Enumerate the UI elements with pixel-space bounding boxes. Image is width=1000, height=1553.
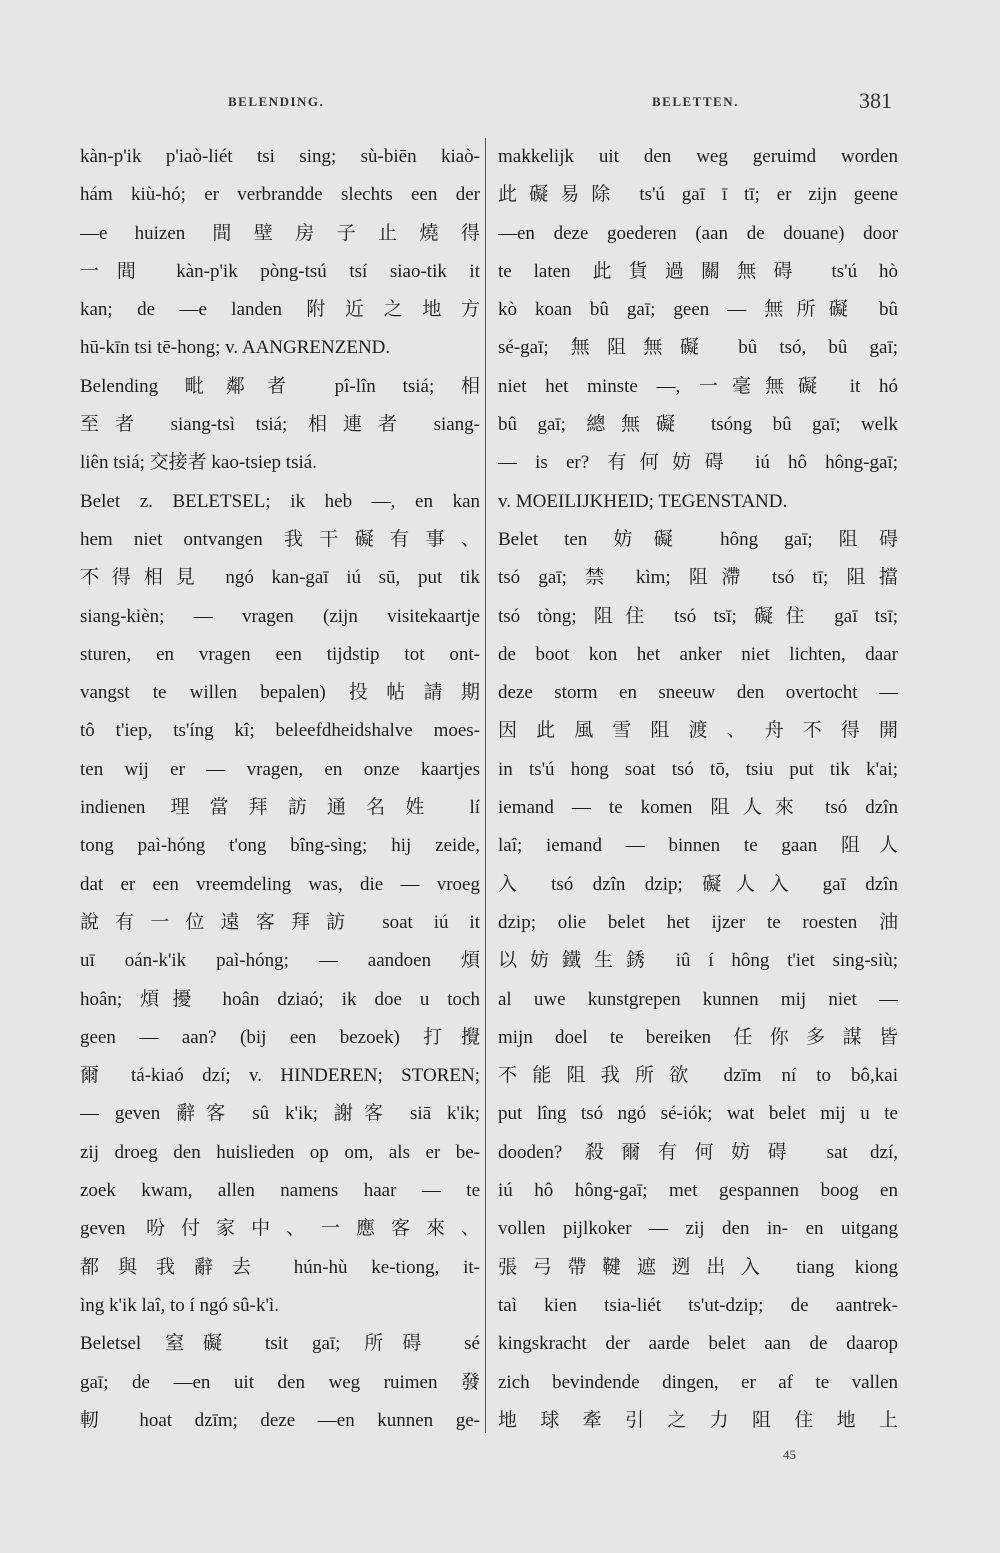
text-line: siang-kièn; — vragen (zijn visitekaartje bbox=[80, 605, 480, 627]
column-divider bbox=[485, 138, 486, 1433]
text-line: liên tsiá; 交接者 kao-tsiep tsiá. bbox=[80, 452, 317, 474]
text-line: gaī; de —en uit den weg ruimen 發 bbox=[80, 1371, 480, 1393]
text-line: 一間 kàn-p'ik pòng-tsú tsí siao-tik it bbox=[80, 260, 480, 282]
text-line: —en deze goederen (aan de douane) door bbox=[498, 222, 898, 244]
text-line: 此礙易除 ts'ú gaī ī tī; er zijn geene bbox=[498, 184, 898, 206]
text-line: kàn-p'ik p'iaò-liét tsi sing; sù-biēn kiaò- bbox=[80, 146, 480, 167]
text-line: uī oán-k'ik paì-hóng; — aandoen 煩 bbox=[80, 950, 480, 972]
text-line: zich bevindende dingen, er af te vallen bbox=[498, 1371, 898, 1393]
text-line: hem niet ontvangen 我干礙有事、 bbox=[80, 528, 480, 550]
right-column bbox=[498, 138, 898, 1440]
left-column bbox=[80, 138, 480, 1440]
text-line: 以妨鐵生銹 iû í hông t'iet sing-siù; bbox=[498, 950, 898, 972]
entry-headword-line: Belending 毗鄰者 pî-lîn tsiá; 相 bbox=[80, 375, 480, 397]
entry-headword-line: Belet ten 妨礙 hông gaī; 阻碍 bbox=[498, 528, 898, 550]
text-line: put lîng tsó ngó sé-iók; wat belet mij u te bbox=[498, 1103, 898, 1125]
text-line: 張弓帶鞬遮迾出入 tiang kiong bbox=[498, 1256, 898, 1278]
text-line: makkelijk uit den weg geruimd worden bbox=[498, 146, 898, 167]
entry-headword-line: Belet z. BELETSEL; ik heb —, en kan bbox=[80, 490, 480, 512]
text-line: 地球牽引之力阻住地上 bbox=[498, 1409, 898, 1431]
text-line: ìng k'ik laî, to í ngó sû-k'ì. bbox=[80, 1294, 279, 1316]
text-line: 都與我辭去 hún-hù ke-tiong, it- bbox=[80, 1256, 480, 1278]
text-line: tsó gaī; 禁 kìm; 阻滯 tsó tī; 阻擋 bbox=[498, 567, 898, 589]
signature-mark: 45 bbox=[783, 1447, 796, 1462]
text-line: hoân; 煩擾 hoân dziaó; ik doe u toch bbox=[80, 988, 480, 1010]
left-running-head: BELENDING. bbox=[228, 94, 325, 109]
text-line: tô t'iep, ts'íng kî; beleefdheidshalve moes- bbox=[80, 720, 480, 742]
text-line: 至者 siang-tsì tsiá; 相連者 siang- bbox=[80, 414, 480, 436]
text-line: tong paì-hóng t'ong bîng-sìng; hij zeide, bbox=[80, 835, 480, 857]
text-line: laî; iemand — binnen te gaan 阻人 bbox=[498, 835, 898, 857]
text-line: mijn doel te bereiken 任你多謀皆 bbox=[498, 1026, 898, 1048]
text-line: taì kien tsia-liét ts'ut-dzip; de aantrek- bbox=[498, 1294, 898, 1316]
text-line: — geven 辭客 sû k'ik; 謝客 siā k'ik; bbox=[80, 1103, 480, 1125]
text-line: v. MOEILIJKHEID; TEGENSTAND. bbox=[498, 490, 788, 512]
text-line: niet het minste —, 一毫無礙 it hó bbox=[498, 375, 898, 397]
text-line: deze storm en sneeuw den overtocht — bbox=[498, 682, 898, 704]
text-line: hū-kīn tsi tē-hong; v. AANGRENZEND. bbox=[80, 337, 391, 359]
text-line: 說有一位遠客拜訪 soat iú it bbox=[80, 911, 480, 933]
text-line: kan; de —e landen 附近之地方 bbox=[80, 299, 480, 321]
text-line: geven 吩付家中、一應客來、 bbox=[80, 1218, 480, 1240]
text-line: iú hô hông-gaī; met gespannen boog en bbox=[498, 1180, 898, 1202]
text-line: 軔 hoat dzīm; deze —en kunnen ge- bbox=[80, 1409, 480, 1431]
text-line: te laten 此貨過關無碍 ts'ú hò bbox=[498, 260, 898, 282]
text-line: zoek kwam, allen namens haar — te bbox=[80, 1180, 480, 1202]
entry-headword-line: Beletsel 窒礙 tsit gaī; 所碍 sé bbox=[80, 1333, 480, 1355]
text-line: bû gaī; 總無礙 tsóng bû gaī; welk bbox=[498, 414, 898, 436]
text-line: vollen pijlkoker — zij den in- en uitgang bbox=[498, 1218, 898, 1240]
text-line: vangst te willen bepalen) 投帖請期 bbox=[80, 682, 480, 704]
text-line: — is er? 有何妨碍 iú hô hông-gaī; bbox=[498, 452, 898, 474]
text-line: dat er een vreemdeling was, die — vroeg bbox=[80, 873, 480, 895]
text-line: 不得相見 ngó kan-gaī iú sū, put tik bbox=[80, 567, 480, 589]
text-line: 因此風雪阻渡、舟不得開 bbox=[498, 720, 898, 742]
text-line: dzip; olie belet het ijzer te roesten 油 bbox=[498, 911, 898, 933]
text-line: 爾 tá-kiaó dzí; v. HINDEREN; STOREN; bbox=[80, 1065, 480, 1087]
text-line: kingskracht der aarde belet aan de daarop bbox=[498, 1333, 898, 1355]
text-line: iemand — te komen 阻人來 tsó dzîn bbox=[498, 797, 898, 819]
text-line: zij droeg den huislieden op om, als er be- bbox=[80, 1141, 480, 1163]
text-line: —e huizen 間壁房子止燒得 bbox=[80, 222, 480, 244]
right-running-head: BELETTEN. bbox=[652, 94, 739, 109]
text-line: hám kiù-hó; er verbrandde slechts een der bbox=[80, 184, 480, 206]
page-number: 381 bbox=[859, 88, 892, 113]
text-line: in ts'ú hong soat tsó tō, tsiu put tik k'ai; bbox=[498, 758, 898, 780]
text-line: dooden? 殺爾有何妨碍 sat dzí, bbox=[498, 1141, 898, 1163]
text-line: kò koan bû gaī; geen — 無所礙 bû bbox=[498, 299, 898, 321]
text-line: indienen 理當拜訪通名姓 lí bbox=[80, 797, 480, 819]
text-line: ten wij er — vragen, en onze kaartjes bbox=[80, 758, 480, 780]
text-line: sé-gaī; 無阻無礙 bû tsó, bû gaī; bbox=[498, 337, 898, 359]
text-line: 不能阻我所欲 dzīm ní to bô,kai bbox=[498, 1065, 898, 1087]
text-line: de boot kon het anker niet lichten, daar bbox=[498, 643, 898, 665]
text-line: tsó tòng; 阻住 tsó tsī; 礙住 gaī tsī; bbox=[498, 605, 898, 627]
text-line: geen — aan? (bij een bezoek) 打攪 bbox=[80, 1026, 480, 1048]
text-line: al uwe kunstgrepen kunnen mij niet — bbox=[498, 988, 898, 1010]
text-line: 入 tsó dzîn dzip; 礙人入 gaī dzîn bbox=[498, 873, 898, 895]
text-line: sturen, en vragen een tijdstip tot ont- bbox=[80, 643, 480, 665]
